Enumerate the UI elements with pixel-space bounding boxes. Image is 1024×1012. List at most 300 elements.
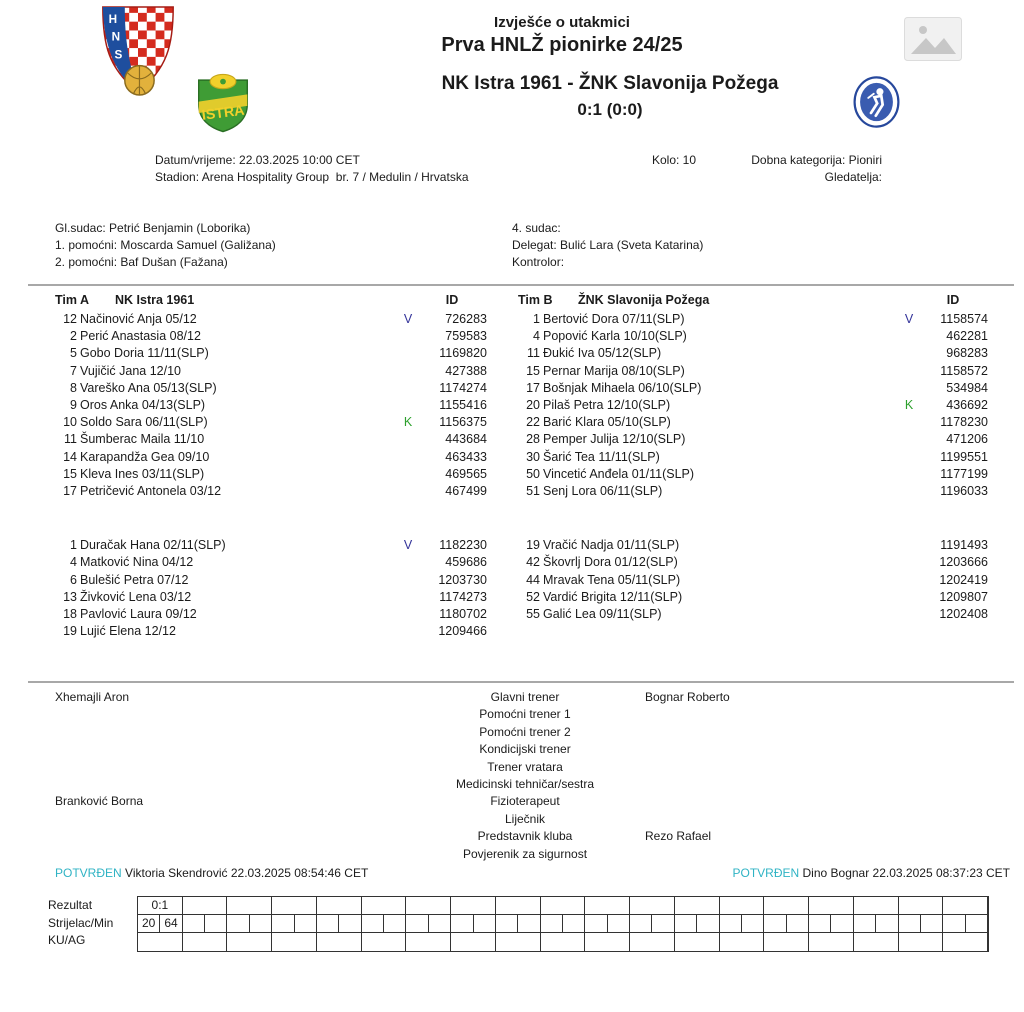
player-row [55,623,487,640]
player-name: Perić Anastasia 08/12 [80,329,201,344]
player-number: 5 [70,346,77,361]
player-name: Barić Klara 05/10(SLP) [543,415,671,430]
player-number: 20 [526,398,540,413]
score-result-cell [317,897,362,915]
player-number: 11 [64,432,77,447]
score-scorer-min-cell [250,915,272,933]
player-name: Načinović Anja 05/12 [80,312,197,326]
score-ku-ag-cell [451,933,496,951]
score-result-cell [183,897,228,915]
player-name: Šarić Tea 11/11(SLP) [543,449,660,464]
player-number: 11 [527,346,540,361]
player-row [518,397,988,414]
score-scorer-min-cell [854,915,876,933]
player-name: Vračić Nadja 01/11(SLP) [543,538,680,553]
player-number: 12 [63,312,77,326]
player-name: Pernar Marija 08/10(SLP) [543,363,685,378]
staff-row [55,742,969,759]
player-number: 2 [70,329,77,344]
team-b-substitutes [518,537,988,623]
player-id: 968283 [946,346,988,361]
player-id: 1196033 [940,484,988,499]
player-row [55,380,487,397]
badge-empty [399,328,417,345]
svg-text:H: H [108,13,118,27]
score-scorer-min-cell [742,915,764,933]
score-scorer-min-cell [831,915,853,933]
player-row [518,554,988,571]
player-number: 28 [526,432,540,447]
score-scorer-min-cell [630,915,652,933]
score-scorer-min-cell [295,915,317,933]
badge-empty [900,466,918,483]
staff-team-b-name: Rezo Rafael [645,829,712,844]
player-name: Vujičić Jana 12/10 [80,363,181,378]
player-number: 51 [526,484,540,499]
player-id: 467499 [445,484,487,499]
player-number: 19 [63,624,77,639]
score-result-cell [227,897,272,915]
staff-role-label: Liječnik [504,811,546,826]
stadium-value: Stadion: Arena Hospitality Group br. 7 / Medulin / Hrvatska [155,170,469,184]
player-row [55,483,487,500]
staff-row [55,690,969,707]
score-scorer-min-cell [541,915,563,933]
player-row [55,572,487,589]
score-scorer-min-cell [406,915,428,933]
player-number: 9 [70,398,77,413]
home-confirm-status: POTVRĐEN [55,866,122,880]
player-id: 1209807 [939,589,988,604]
match-title: NK Istra 1961 - ŽNK Slavonija Požega [441,73,779,94]
score-scorer-min-cell [362,915,384,933]
player-row [518,380,988,397]
score-scorer-min-cell [697,915,719,933]
player-row [518,431,988,448]
score-ku-ag-cell [272,933,317,951]
player-number: 8 [70,380,77,395]
badge-empty [399,572,417,589]
score-result-cell [496,897,541,915]
score-ku-ag-cell [496,933,541,951]
staff-role-label: Fizioterapeut [490,794,560,809]
score-result-cell [720,897,765,915]
score-scorer-min-cell [675,915,697,933]
player-name: Senj Lora 06/11(SLP) [543,484,663,499]
badge-empty [900,606,918,623]
team-a-header [55,293,487,311]
player-id: 1199551 [940,449,988,464]
badge-empty [399,345,417,362]
player-number: 17 [63,484,77,499]
player-number: 15 [526,363,540,378]
player-id: 1191493 [940,538,988,553]
player-id: 436692 [946,398,988,413]
score-scorer-min-cell [943,915,965,933]
team-a-substitutes [55,537,487,640]
score-scorer-min-cell [608,915,630,933]
player-name: Karapandža Gea 09/10 [80,449,210,464]
player-number: 19 [526,538,540,553]
score-ku-ag-cell [854,933,899,951]
score-scorer-min-cell [921,915,943,933]
score-scorer-min-cell [227,915,249,933]
player-row [518,414,988,431]
confirmation-row [55,866,1010,880]
player-name: Mravak Tena 05/11(SLP) [543,572,681,587]
score-scorer-min-cell [183,915,205,933]
score-scorer-min-cell [451,915,473,933]
player-row [518,537,988,554]
staff-role-label: Kondicijski trener [479,742,571,757]
score-scorer-min-cell [205,915,227,933]
score-scorer-min-cell [876,915,898,933]
player-name: Bertović Dora 07/11(SLP) [543,312,685,326]
away-confirm-status: POTVRĐEN [732,866,800,880]
player-number: 44 [526,572,540,587]
score-result-cell [675,897,720,915]
score-ku-ag-cell [630,933,675,951]
player-number: 13 [63,589,77,604]
team-a-column [55,293,487,640]
officials-left-column [55,220,276,271]
competition-title: Prva HNLŽ pionirke 24/25 [441,34,683,56]
score-row-label-scorer-min: Strijelac/Min [48,915,114,930]
badge-empty [900,449,918,466]
player-number: 7 [70,363,77,378]
player-id: 443684 [445,432,487,447]
header-title-block [98,14,1024,57]
report-title: Izvješće o utakmici [494,14,630,31]
score-scorer-min-cell: 64 [160,915,182,933]
staff-row [55,847,969,864]
score-scorer-min-cell [429,915,451,933]
team-a-starters [55,311,487,500]
staff-row [55,777,969,794]
player-name: Pemper Julija 12/10(SLP) [543,432,686,447]
player-id: 469565 [445,466,487,481]
player-name: Živković Lena 03/12 [80,589,192,604]
player-name: Bošnjak Mihaela 06/10(SLP) [543,380,702,395]
player-row [55,449,487,466]
score-result-cell [943,897,988,915]
player-row [518,572,988,589]
player-number: 18 [63,607,77,622]
badge-empty [900,363,918,380]
staff-row [55,794,969,811]
age-category-value: Dobna kategorija: Pioniri [751,153,882,167]
player-id: 1182230 [439,538,487,553]
score-scorer-min-cell [720,915,742,933]
score-result-cell [899,897,944,915]
score-scorer-min-cell [809,915,831,933]
svg-text:N: N [111,30,121,44]
player-row [55,589,487,606]
badge-empty [900,537,918,554]
player-id: 459686 [445,555,487,570]
svg-text:ISTRA: ISTRA [200,102,246,124]
officials-right-column [512,220,703,271]
badge-empty [399,466,417,483]
player-row [518,363,988,380]
player-name: Soldo Sara 06/11(SLP) [80,415,208,430]
badge-empty [900,328,918,345]
player-name: Pavlović Laura 09/12 [80,607,197,622]
score-row-label-ku-ag: KU/AG [48,933,86,948]
captain-badge: K [904,398,914,413]
staff-team-a-name: Xhemajli Aron [55,690,130,704]
player-id: 1155416 [439,398,487,413]
player-number: 4 [533,329,540,344]
badge-empty [900,431,918,448]
home-confirm-detail: Viktoria Skendrović 22.03.2025 08:54:46 CET [125,866,369,880]
score-result-cell [451,897,496,915]
player-id: 726283 [445,312,487,326]
player-id: 1174273 [439,589,487,604]
player-id: 1203730 [438,572,487,587]
badge-empty [900,572,918,589]
player-row [55,328,487,345]
badge-empty [900,554,918,571]
divider-top [28,284,1014,286]
player-row [55,311,487,328]
assistant-referee-1: 1. pomoćni: Moscarda Samuel (Galižana) [55,238,276,252]
datetime-value: Datum/vrijeme: 22.03.2025 10:00 CET [155,153,360,167]
player-id: 1202408 [939,607,988,622]
score-scorer-min-cell [339,915,361,933]
goalkeeper-badge: V [403,312,413,326]
player-id: 1209466 [438,624,487,639]
player-name: Đukić Iva 05/12(SLP) [543,346,662,361]
badge-empty [399,623,417,640]
badge-empty [399,431,417,448]
player-row [55,606,487,623]
team-a-label: Tim A [55,293,90,307]
score-ku-ag-cell [227,933,272,951]
score-scorer-min-cell [563,915,585,933]
score-ku-ag-cell [675,933,720,951]
team-b-header [518,293,988,311]
staff-role-label: Medicinski tehničar/sestra [455,776,595,791]
badge-empty [399,606,417,623]
staff-section [55,690,969,864]
player-name: Vareško Ana 05/13(SLP) [80,380,217,395]
score-result-cell [809,897,854,915]
player-row [55,554,487,571]
player-row [518,466,988,483]
score-result-cell [272,897,317,915]
player-number: 1 [533,312,540,326]
player-name: Kleva Ines 03/11(SLP) [80,466,205,481]
player-id: 534984 [946,380,988,395]
badge-empty [900,380,918,397]
score-ku-ag-cell [541,933,586,951]
staff-role-label: Povjerenik za sigurnost [462,846,588,861]
score-result-cell [630,897,675,915]
team-b-starters [518,311,988,500]
player-row [518,483,988,500]
score-ku-ag-cell [809,933,854,951]
score-ku-ag-cell [362,933,407,951]
score-scorer-min-cell [899,915,921,933]
player-row [55,537,487,554]
staff-role-label: Glavni trener [490,690,560,704]
goalkeeper-badge: V [904,312,914,326]
match-title-block [196,73,1024,120]
score-scorer-min-cell [764,915,786,933]
score-result-cell: 0:1 [138,897,183,915]
player-number: 55 [526,607,540,622]
match-info-row-2 [0,170,1024,186]
player-id: 1180702 [439,607,487,622]
badge-empty [399,397,417,414]
player-name: Pilaš Petra 12/10(SLP) [543,398,671,413]
score-scorer-min-cell [384,915,406,933]
staff-team-a-name: Branković Borna [55,794,144,809]
score-scorer-min-cell [317,915,339,933]
staff-role-label: Predstavnik kluba [477,829,573,844]
player-row [518,589,988,606]
score-ku-ag-cell [720,933,765,951]
player-number: 15 [63,466,77,481]
divider-bottom [28,681,1014,683]
team-rosters [55,293,988,640]
score-table-labels [48,897,113,950]
staff-role-label: Pomoćni trener 1 [479,707,571,722]
score-scorer-min-cell [518,915,540,933]
score-result-cell [764,897,809,915]
player-row [55,466,487,483]
attendance-label: Gledatelja: [824,170,882,184]
team-a-id-header: ID [445,293,459,307]
delegate: Delegat: Bulić Lara (Sveta Katarina) [512,238,704,252]
staff-row [55,812,969,829]
badge-empty [399,589,417,606]
score-table-grid [137,896,989,952]
player-row [55,414,487,431]
staff-team-b-name: Bognar Roberto [645,690,730,704]
player-id: 1169820 [439,346,487,361]
home-confirmation [55,866,368,880]
team-a-name: NK Istra 1961 [115,293,195,307]
team-b-name: ŽNK Slavonija Požega [578,293,710,307]
player-id: 1177199 [940,466,988,481]
badge-empty [900,589,918,606]
player-name: Gobo Doria 11/11(SLP) [80,346,209,361]
player-number: 52 [526,589,540,604]
player-name: Popović Karla 10/10(SLP) [543,329,687,344]
player-row [55,363,487,380]
round-value: Kolo: 10 [652,153,697,167]
player-name: Bulešić Petra 07/12 [80,572,189,587]
player-number: 30 [526,449,540,464]
score-result-cell [406,897,451,915]
player-name: Škovrlj Dora 01/12(SLP) [543,555,678,570]
score-result-cell [362,897,407,915]
score-scorer-min-cell [496,915,518,933]
staff-row [55,725,969,742]
captain-badge: K [403,415,413,430]
score-scorer-min-cell [966,915,988,933]
score-scorer-min-cell [474,915,496,933]
staff-role-label: Pomoćni trener 2 [479,724,571,739]
player-name: Oros Anka 04/13(SLP) [80,398,206,413]
player-number: 42 [526,555,540,570]
score-ku-ag-cell [764,933,809,951]
badge-empty [399,554,417,571]
player-id: 1158574 [940,312,988,326]
player-number: 1 [70,538,77,553]
badge-empty [399,449,417,466]
team-b-id-header: ID [946,293,960,307]
player-name: Vardić Brigita 12/11(SLP) [543,589,683,604]
match-info-row-1 [0,153,1024,169]
player-number: 14 [63,449,77,464]
score-scorer-min-cell [585,915,607,933]
score-row-label-result: Rezultat [48,898,93,912]
badge-empty [399,483,417,500]
badge-empty [399,363,417,380]
player-id: 1178230 [940,415,988,430]
player-row [518,311,988,328]
staff-row [55,829,969,846]
player-number: 4 [70,555,77,570]
svg-text:S: S [114,48,123,62]
player-name: Šumberac Maila 11/10 [80,432,205,447]
score-ku-ag-cell [943,933,988,951]
player-row [518,449,988,466]
match-result: 0:1 (0:0) [577,100,643,119]
score-scorer-min-cell [787,915,809,933]
player-id: 427388 [445,363,487,378]
assistant-referee-2: 2. pomoćni: Baf Dušan (Fažana) [55,255,228,269]
player-row [518,606,988,623]
staff-row [55,707,969,724]
away-confirmation [732,866,1010,880]
player-row [55,431,487,448]
player-id: 462281 [946,329,988,344]
player-row [55,345,487,362]
player-number: 6 [70,572,77,587]
score-ku-ag-cell [899,933,944,951]
player-row [518,328,988,345]
score-scorer-min-cell: 20 [138,915,160,933]
score-ku-ag-cell [406,933,451,951]
controller: Kontrolor: [512,255,565,269]
player-id: 1156375 [439,415,487,430]
player-number: 10 [63,415,77,430]
player-id: 1174274 [439,380,487,395]
score-ku-ag-cell [317,933,362,951]
score-scorer-min-cell [652,915,674,933]
goalkeeper-badge: V [403,538,413,553]
player-number: 50 [526,466,540,481]
player-id: 471206 [946,432,988,447]
team-b-column [518,293,988,640]
badge-empty [900,345,918,362]
player-id: 1203666 [939,555,988,570]
player-row [55,397,487,414]
score-ku-ag-cell [138,933,183,951]
fourth-official: 4. sudac: [512,221,561,235]
player-name: Petričević Antonela 03/12 [80,484,222,499]
player-number: 17 [526,380,540,395]
badge-empty [900,414,918,431]
main-referee: Gl.sudac: Petrić Benjamin (Loborika) [55,221,251,235]
player-id: 1202419 [939,572,988,587]
score-ku-ag-cell [183,933,228,951]
staff-row [55,760,969,777]
